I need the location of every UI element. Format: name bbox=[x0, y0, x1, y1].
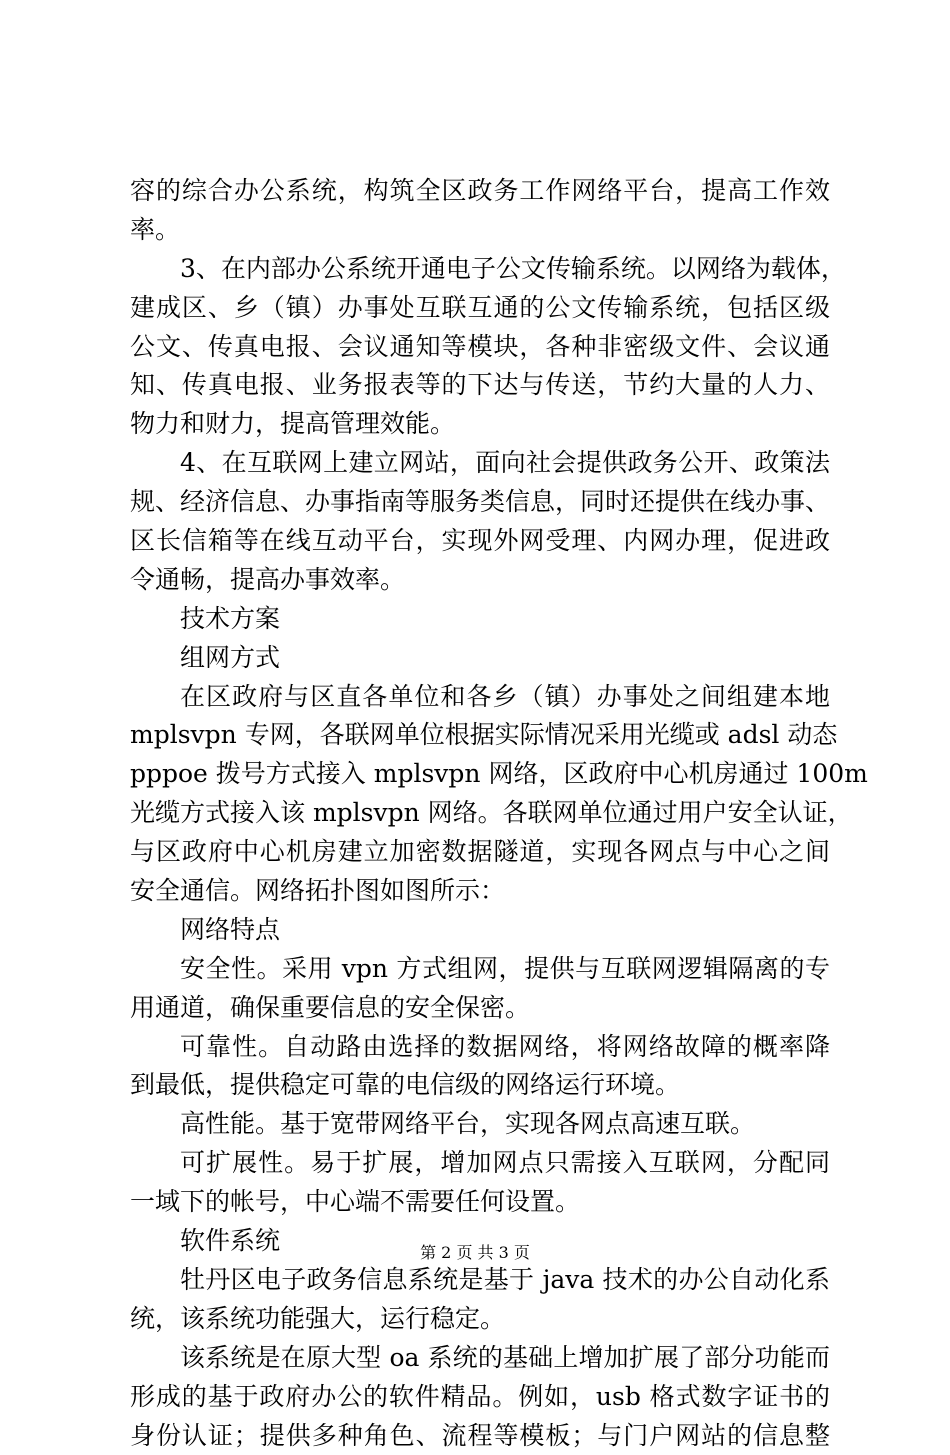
text-line: 技术方案 bbox=[130, 600, 830, 639]
text-line: 令通畅，提高办事效率。 bbox=[130, 561, 830, 600]
text-line: 物力和财力，提高管理效能。 bbox=[130, 405, 830, 444]
text-line: 在区政府与区直各单位和各乡（镇）办事处之间组建本地 bbox=[130, 678, 830, 717]
text-line: 用通道，确保重要信息的安全保密。 bbox=[130, 989, 830, 1028]
text-line: 4、在互联网上建立网站，面向社会提供政务公开、政策法 bbox=[130, 444, 830, 483]
text-line: 安全性。采用 vpn 方式组网，提供与互联网逻辑隔离的专 bbox=[130, 950, 830, 989]
text-line: 建成区、乡（镇）办事处互联互通的公文传输系统，包括区级 bbox=[130, 289, 830, 328]
text-line: 网络特点 bbox=[130, 911, 830, 950]
text-line: 组网方式 bbox=[130, 639, 830, 678]
text-line: 3、在内部办公系统开通电子公文传输系统。以网络为载体， bbox=[130, 250, 830, 289]
text-line: 与区政府中心机房建立加密数据隧道，实现各网点与中心之间 bbox=[130, 833, 830, 872]
text-line: 可扩展性。易于扩展，增加网点只需接入互联网，分配同 bbox=[130, 1144, 830, 1183]
text-line: 一域下的帐号，中心端不需要任何设置。 bbox=[130, 1183, 830, 1222]
text-line: 形成的基于政府办公的软件精品。例如，usb 格式数字证书的 bbox=[130, 1378, 830, 1417]
text-line: pppoe 拨号方式接入 mplsvpn 网络，区政府中心机房通过 100m bbox=[130, 755, 830, 794]
text-line: 规、经济信息、办事指南等服务类信息，同时还提供在线办事、 bbox=[130, 483, 830, 522]
text-line: 知、传真电报、业务报表等的下达与传送，节约大量的人力、 bbox=[130, 366, 830, 405]
text-line: 光缆方式接入该 mplsvpn 网络。各联网单位通过用户安全认证， bbox=[130, 794, 830, 833]
text-line: 到最低，提供稳定可靠的电信级的网络运行环境。 bbox=[130, 1066, 830, 1105]
text-line: 率。 bbox=[130, 211, 830, 250]
page-footer: 第 2 页 共 3 页 bbox=[0, 1240, 950, 1263]
text-line: 牡丹区电子政务信息系统是基于 java 技术的办公自动化系 bbox=[130, 1261, 830, 1300]
text-line: 软件系统 bbox=[130, 1222, 830, 1261]
text-line: 公文、传真电报、会议通知等模块，各种非密级文件、会议通 bbox=[130, 328, 830, 367]
text-line: mplsvpn 专网，各联网单位根据实际情况采用光缆或 adsl 动态 bbox=[130, 716, 830, 755]
text-line: 安全通信。网络拓扑图如图所示： bbox=[130, 872, 830, 911]
text-line: 统，该系统功能强大，运行稳定。 bbox=[130, 1300, 830, 1339]
text-line: 该系统是在原大型 oa 系统的基础上增加扩展了部分功能而 bbox=[130, 1339, 830, 1378]
text-line: 可靠性。自动路由选择的数据网络，将网络故障的概率降 bbox=[130, 1028, 830, 1067]
text-line: 高性能。基于宽带网络平台，实现各网点高速互联。 bbox=[130, 1105, 830, 1144]
text-line: 区长信箱等在线互动平台，实现外网受理、内网办理，促进政 bbox=[130, 522, 830, 561]
text-line: 容的综合办公系统，构筑全区政务工作网络平台，提高工作效 bbox=[130, 172, 830, 211]
text-line: 身份认证；提供多种角色、流程等模板；与门户网站的信息整 bbox=[130, 1417, 830, 1455]
